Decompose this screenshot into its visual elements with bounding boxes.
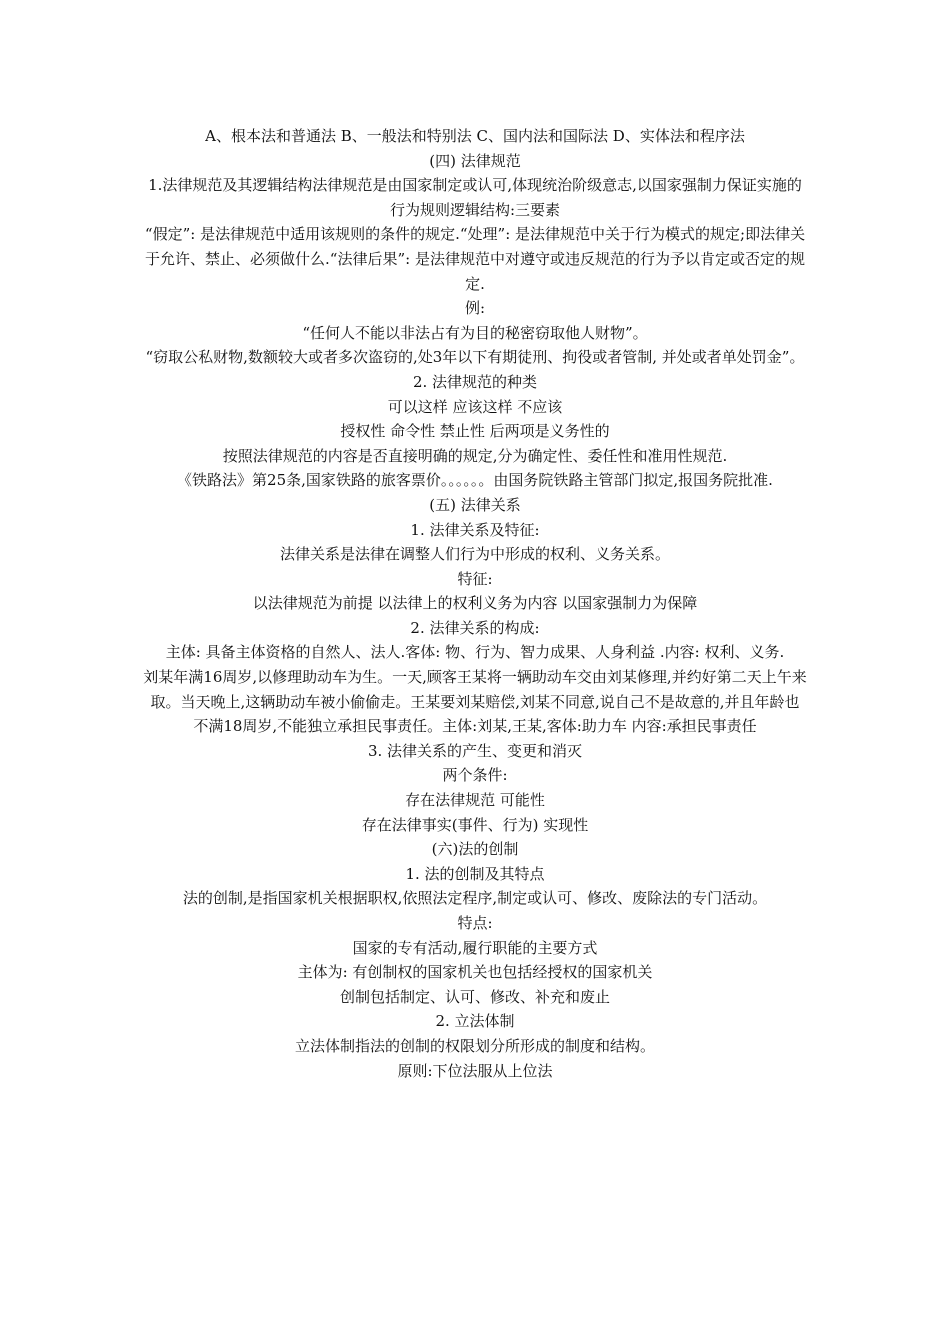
subheading-norm-types: 2. 法律规范的种类	[412, 372, 538, 391]
two-conditions-label: 两个条件:	[442, 766, 508, 785]
norm-types-line-2: 授权性 命令性 禁止性 后两项是义务性的	[340, 422, 610, 441]
subheading-relation-composition: 2. 法律关系的构成:	[410, 618, 540, 637]
norm-classification-line: 按照法律规范的内容是否直接明确的规定,分为确定性、委任性和准用性规范.	[222, 446, 728, 465]
case-example-paragraph: 刘某年满16周岁,以修理助动车为生。一天,顾客王某将一辆助动车交由刘某修理,并约好第二天上午来取。当天晚上,这辆助动车被小偷偷走。王某要刘某赔偿,刘某不同意,说自己不是故意的,并且年龄也不满18周岁,不能独立承担民事责任。主体:刘某,王某,客体:助力车 内容:承担民事责任	[143, 668, 807, 736]
subheading-legislative-system: 2. 立法体制	[435, 1012, 515, 1031]
section-heading-law-creation: (六)法的创制	[431, 840, 519, 859]
example-quote-2: “窃取公私财物,数额较大或者多次盗窃的,处3年以下有期徒刑、拘役或者管制, 并处或者单处罚金”。	[145, 348, 805, 367]
creation-feature-3: 创制包括制定、认可、修改、补充和废止	[339, 987, 610, 1006]
section-heading-legal-norms: (四) 法律规范	[429, 151, 521, 170]
example-label: 例:	[464, 299, 486, 318]
creation-feature-1: 国家的专有活动,履行职能的主要方式	[352, 938, 598, 957]
creation-definition: 法的创制,是指国家机关根据职权,依照法定程序,制定或认可、修改、废除法的专门活动。	[182, 889, 768, 908]
features-line: 以法律规范为前提 以法律上的权利义务为内容 以国家强制力为保障	[252, 594, 698, 613]
relation-definition: 法律关系是法律在调整人们行为中形成的权利、义务关系。	[279, 545, 670, 564]
creation-feature-2: 主体为: 有创制权的国家机关也包括经授权的国家机关	[297, 963, 653, 982]
document-body	[143, 124, 807, 1083]
legislative-system-definition: 立法体制指法的创制的权限划分所形成的制度和结构。	[294, 1036, 655, 1055]
norm-types-line-1: 可以这样 应该这样 不应该	[387, 397, 563, 416]
principle-line: 原则:下位法服从上位法	[397, 1061, 553, 1080]
paragraph-legal-norm-definition: 1.法律规范及其逻辑结构法律规范是由国家制定或认可,体现统治阶级意志,以国家强制力保证实施的行为规则逻辑结构:三要素	[148, 176, 802, 219]
quiz-options-line: A、根本法和普通法 B、一般法和特别法 C、国内法和国际法 D、实体法和程序法	[205, 127, 745, 145]
features-label: 特征:	[457, 569, 493, 588]
section-heading-legal-relations: (五) 法律关系	[429, 495, 521, 514]
subheading-relation-lifecycle: 3. 法律关系的产生、变更和消灭	[367, 741, 583, 760]
condition-line-1: 存在法律规范 可能性	[405, 791, 545, 810]
paragraph-three-elements: “假定”: 是法律规范中适用该规则的条件的规定.“处理”: 是法律规范中关于行为模式的规定;即法律关于允许、禁止、必须做什么.“法律后果”: 是法律规范中对遵守或违反规范的行为予以肯定或否定的规定.	[144, 225, 806, 293]
subheading-relation-features: 1. 法律关系及特征:	[410, 520, 540, 539]
railway-law-example: 《铁路法》第25条,国家铁路的旅客票价。。。。。。由国务院铁路主管部门拟定,报国务院批准.	[177, 471, 773, 490]
example-quote-1: “任何人不能以非法占有为目的秘密窃取他人财物”。	[302, 323, 648, 342]
condition-line-2: 存在法律事实(事件、行为) 实现性	[361, 815, 589, 834]
creation-features-label: 特点:	[457, 914, 493, 932]
subheading-creation-features: 1. 法的创制及其特点	[405, 864, 545, 883]
composition-line: 主体: 具备主体资格的自然人、法人.客体: 物、行为、智力成果、人身利益 .内容: 权利、义务.	[165, 643, 785, 662]
